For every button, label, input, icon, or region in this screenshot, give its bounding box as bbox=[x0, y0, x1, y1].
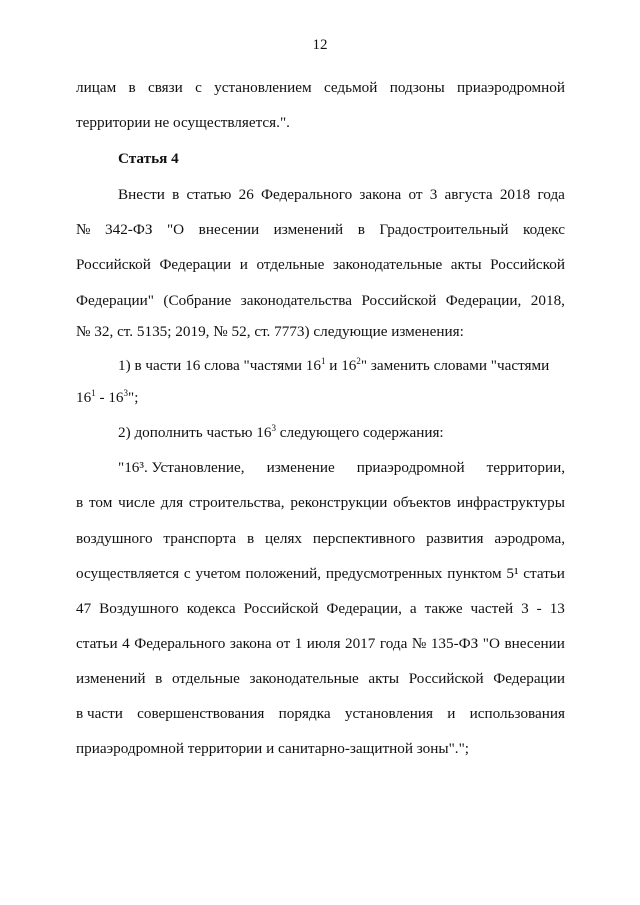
word: статьи bbox=[523, 565, 565, 582]
word: лицам bbox=[76, 79, 117, 96]
word: связи bbox=[147, 79, 183, 96]
word: Российской bbox=[408, 670, 484, 687]
word: территории, bbox=[486, 459, 565, 476]
word: с bbox=[183, 565, 191, 582]
word: июля bbox=[306, 635, 341, 652]
word: августа bbox=[444, 186, 493, 203]
text-line: № 32, ст. 5135; 2019, № 52, ст. 7773) следующие изменения: bbox=[76, 323, 464, 340]
text-line bbox=[76, 292, 565, 310]
word: целях bbox=[265, 530, 303, 547]
word: 1 bbox=[294, 635, 303, 652]
word: закона bbox=[229, 635, 272, 652]
word: Федерации" bbox=[76, 292, 154, 309]
word: - bbox=[536, 600, 542, 617]
word: объектов bbox=[393, 494, 452, 511]
word: 342-ФЗ bbox=[105, 221, 153, 238]
word: кодекса bbox=[186, 600, 236, 617]
page-number: 12 bbox=[312, 37, 328, 53]
word: в bbox=[128, 79, 136, 96]
text-segment: 1) в части 16 слова "частями $16^1$ и $16^2$" заменить словами "частями bbox=[118, 356, 550, 374]
word: отдельные bbox=[256, 256, 325, 273]
word: Федерации bbox=[493, 670, 565, 687]
word: изменений bbox=[273, 221, 344, 238]
word: Внести bbox=[118, 186, 165, 203]
word: акты bbox=[450, 256, 482, 273]
word: в bbox=[76, 494, 84, 511]
word: "О bbox=[166, 221, 185, 238]
word: статьи bbox=[76, 635, 118, 652]
word: Градостроительный bbox=[379, 221, 509, 238]
text-line: $16^1 - 16^3$"; bbox=[76, 388, 139, 406]
word: совершенствования bbox=[137, 705, 265, 722]
word: Российской bbox=[361, 292, 437, 309]
word: приаэродромной bbox=[356, 459, 465, 476]
word: 13 bbox=[549, 600, 565, 617]
word: Федерального bbox=[134, 635, 226, 652]
text-line bbox=[118, 186, 565, 204]
word: для bbox=[160, 494, 184, 511]
text-line bbox=[76, 79, 565, 97]
word: а bbox=[409, 600, 417, 617]
word: положений, bbox=[245, 565, 322, 582]
word: 2018 bbox=[499, 186, 531, 203]
word: Российской bbox=[243, 600, 319, 617]
word: Воздушного bbox=[99, 600, 179, 617]
text-line bbox=[76, 565, 565, 583]
word: статью bbox=[186, 186, 232, 203]
word: Российской bbox=[76, 256, 151, 273]
word: 3 bbox=[429, 186, 438, 203]
word: учетом bbox=[195, 565, 241, 582]
text-line bbox=[76, 221, 565, 239]
word: в bbox=[155, 670, 163, 687]
word: числе bbox=[118, 494, 155, 511]
word: "16³. Установление, bbox=[118, 459, 245, 476]
text-line bbox=[76, 705, 565, 723]
word: с bbox=[195, 79, 202, 96]
word: 135-ФЗ bbox=[430, 635, 479, 652]
article-heading: Статья 4 bbox=[118, 150, 179, 167]
word: законодательства bbox=[240, 292, 352, 309]
word: воздушного bbox=[76, 530, 153, 547]
word: отдельные bbox=[171, 670, 240, 687]
text-line: приаэродромной территории и санитарно-защитной зоны"."; bbox=[76, 740, 469, 757]
word: кодекс bbox=[522, 221, 565, 238]
word: Федерации, bbox=[445, 292, 522, 309]
word: в bbox=[246, 530, 255, 547]
word: от bbox=[276, 635, 291, 652]
word: законодательные bbox=[332, 256, 443, 273]
word: и bbox=[447, 705, 456, 722]
amendment-item-1 bbox=[118, 357, 565, 375]
word: 26 bbox=[238, 186, 254, 203]
word: 5¹ bbox=[506, 565, 519, 582]
word: установлением bbox=[214, 79, 312, 96]
word: развития bbox=[426, 530, 484, 547]
text-line bbox=[76, 635, 565, 653]
word: использования bbox=[469, 705, 565, 722]
text-line bbox=[76, 256, 565, 274]
word: пунктом bbox=[447, 565, 502, 582]
word: закона bbox=[359, 186, 402, 203]
text-line bbox=[76, 600, 565, 618]
text-line: территории не осуществляется.". bbox=[76, 114, 290, 131]
word: перспективного bbox=[312, 530, 416, 547]
word: в bbox=[357, 221, 365, 238]
word: транспорта bbox=[163, 530, 237, 547]
word: предусмотренных bbox=[325, 565, 443, 582]
word: изменение bbox=[266, 459, 335, 476]
word: года bbox=[537, 186, 565, 203]
word: Федерального bbox=[261, 186, 353, 203]
word: 47 bbox=[76, 600, 92, 617]
word: "О bbox=[482, 635, 500, 652]
word: Федерации, bbox=[326, 600, 402, 617]
amendment-item-2: 2) дополнить частью $16^3$ следующего содержания: bbox=[118, 423, 444, 441]
word: Федерации bbox=[159, 256, 232, 273]
word: приаэродромной bbox=[457, 79, 565, 96]
word: подзоны bbox=[389, 79, 445, 96]
word: № bbox=[411, 635, 427, 652]
word: реконструкции bbox=[290, 494, 388, 511]
word: Российской bbox=[490, 256, 565, 273]
word: (Собрание bbox=[163, 292, 232, 309]
word: в bbox=[172, 186, 180, 203]
word: 2017 bbox=[344, 635, 376, 652]
word: в части bbox=[76, 705, 123, 722]
word: акты bbox=[368, 670, 400, 687]
word: и bbox=[239, 256, 248, 273]
word: внесении bbox=[504, 635, 565, 652]
word: осуществляется bbox=[76, 565, 180, 582]
word: строительства, bbox=[188, 494, 285, 511]
word: законодательные bbox=[249, 670, 359, 687]
word: 4 bbox=[122, 635, 130, 652]
text-line bbox=[76, 670, 565, 688]
word: года bbox=[379, 635, 408, 652]
word: аэродрома, bbox=[494, 530, 565, 547]
text-line bbox=[76, 530, 565, 548]
word: инфраструктуры bbox=[456, 494, 565, 511]
word: 2018, bbox=[530, 292, 565, 309]
word: также bbox=[424, 600, 463, 617]
word: внесении bbox=[198, 221, 260, 238]
text-line bbox=[76, 494, 565, 512]
word: установления bbox=[344, 705, 433, 722]
word: частей bbox=[470, 600, 514, 617]
word: 3 bbox=[521, 600, 529, 617]
word: от bbox=[408, 186, 423, 203]
word: № bbox=[76, 221, 91, 238]
text-line bbox=[118, 459, 565, 477]
word: изменений bbox=[76, 670, 146, 687]
word: порядка bbox=[278, 705, 331, 722]
word: седьмой bbox=[323, 79, 378, 96]
word: том bbox=[88, 494, 113, 511]
